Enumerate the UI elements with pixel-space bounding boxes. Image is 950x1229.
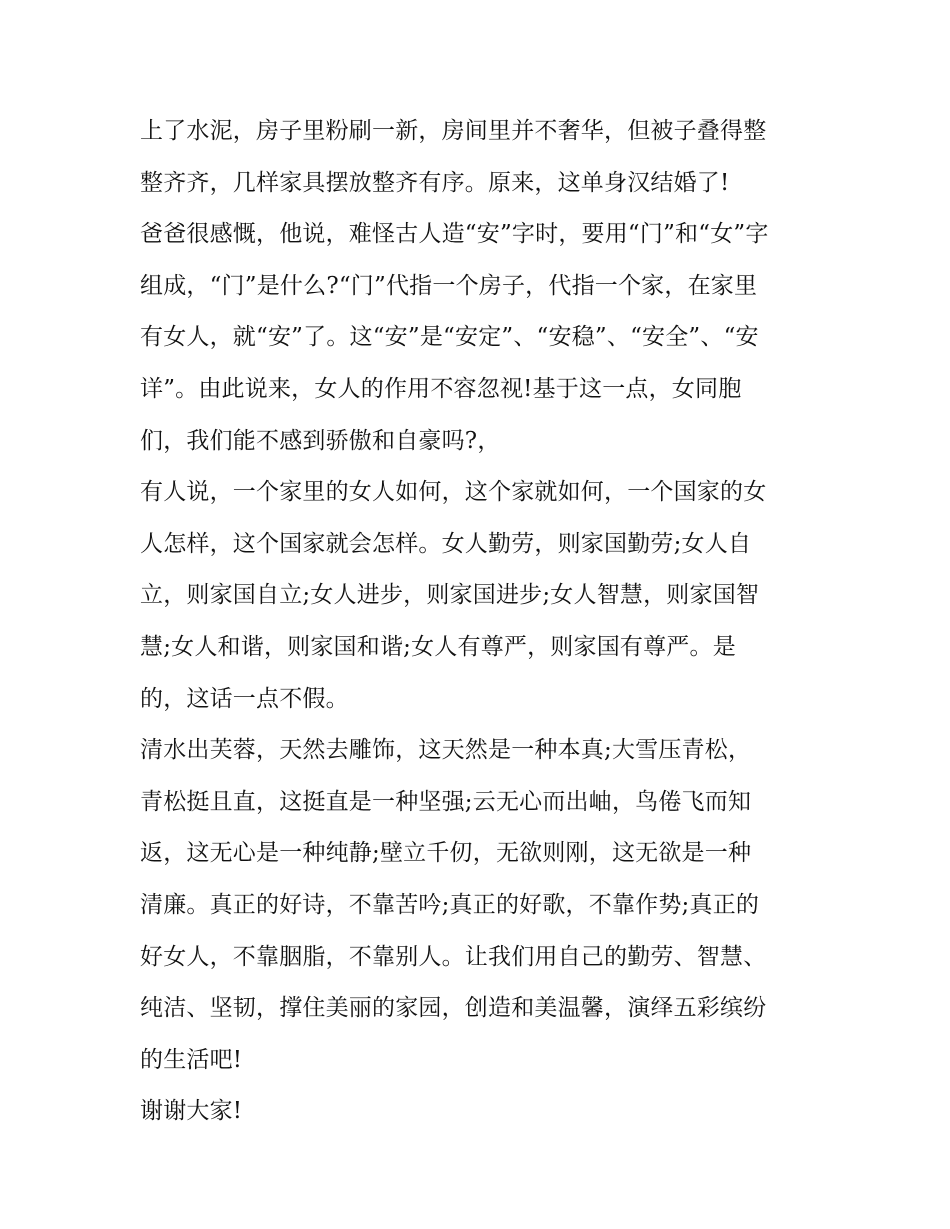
text-line-14: 青松挺且直，这挺直是一种坚强;云无心而出岫，鸟倦飞而知 (140, 788, 752, 815)
text-line-6: 详”。由此说来，女人的作用不容忽视!基于这一点，女同胞 (140, 375, 742, 402)
text-line-8: 有人说，一个家里的女人如何，这个家就如何，一个国家的女 (140, 479, 767, 506)
text-line-2: 整齐齐，几样家具摆放整齐有序。原来，这单身汉结婚了! (140, 169, 730, 196)
text-line-20: 谢谢大家! (140, 1098, 243, 1125)
text-line-9: 人怎样，这个国家就会怎样。女人勤劳，则家国勤劳;女人自 (140, 530, 752, 557)
text-line-3: 爸爸很感慨，他说，难怪古人造“安”字时，要用“门”和“女”字 (140, 221, 769, 248)
text-line-12: 的，这话一点不假。 (140, 685, 349, 712)
text-line-16: 清廉。真正的好诗，不靠苦吟;真正的好歌，不靠作势;真正的 (140, 891, 760, 918)
text-line-15: 返，这无心是一种纯静;壁立千仞，无欲则刚，这无欲是一种 (140, 840, 752, 867)
text-line-18: 纯洁、坚韧，撑住美丽的家园，创造和美温馨，演绎五彩缤纷 (140, 995, 767, 1022)
text-line-19: 的生活吧! (140, 1046, 243, 1073)
text-line-4: 组成，“门”是什么?“门”代指一个房子，代指一个家，在家里 (140, 272, 758, 299)
text-line-10: 立，则家国自立;女人进步，则家国进步;女人智慧，则家国智 (140, 582, 760, 609)
document-body (140, 106, 820, 1138)
text-line-1: 上了水泥，房子里粉刷一新，房间里并不奢华，但被子叠得整 (140, 118, 767, 144)
text-line-7: 们，我们能不感到骄傲和自豪吗?， (140, 427, 501, 454)
text-line-17: 好女人，不靠胭脂，不靠别人。让我们用自己的勤劳、智慧、 (140, 943, 767, 970)
text-line-5: 有女人，就“安”了。这“安”是“安定”、“安稳”、“安全”、“安 (140, 324, 759, 351)
text-line-11: 慧;女人和谐，则家国和谐;女人有尊严，则家国有尊严。是 (140, 633, 736, 660)
text-line-13: 清水出芙蓉，天然去雕饰，这天然是一种本真;大雪压青松， (140, 737, 752, 764)
